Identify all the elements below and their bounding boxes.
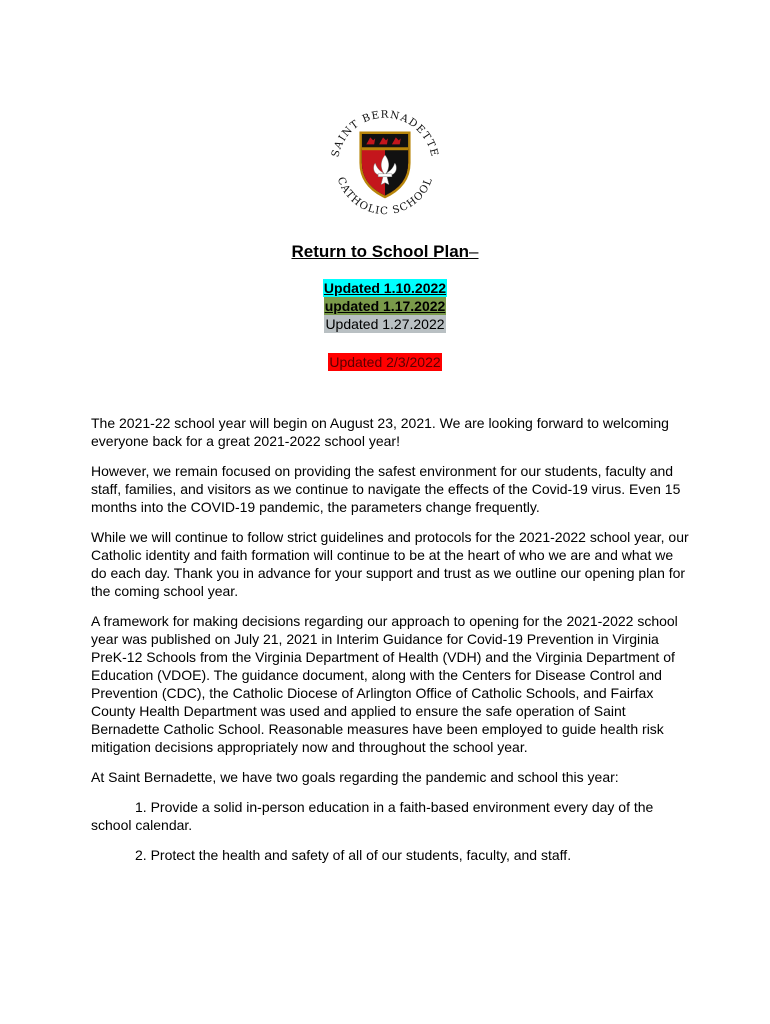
- paragraph-framework: A framework for making decisions regarding our approach to opening for the 2021-2022 school year was published on July 21, 2021 in Interim Guidance for Covid-19 Prevention in Virginia PreK-12 Schools from the Virginia Department of Health (VDH) and the Virginia Department of Education (VDOE). The guidance document, along with the Centers for Disease Control and Prevention (CDC), the Catholic Diocese of Arlington Office of Catholic Schools, and Fairfax County Health Department was used and applied to ensure the safe operation of Saint Bernadette Catholic School. Reasonable measures have been employed to guide health risk mitigation decisions appropriately now and throughout the school year.: [91, 613, 678, 755]
- title-suffix: –: [469, 242, 479, 261]
- update-list: [0, 279, 770, 371]
- paragraph-safety: However, we remain focused on providing the safest environment for our students, faculty and staff, families, and visitors as we continue to navigate the effects of the Covid-19 virus. Even 15 months into the COVID-19 pandemic, the parameters change frequently.: [91, 463, 681, 515]
- body-text: [91, 414, 691, 876]
- update-highlight-green: updated 1.17.2022: [324, 298, 446, 314]
- update-highlight-gray: Updated 1.27.2022: [325, 316, 445, 332]
- logo-bottom-text: CATHOLIC SCHOOL: [334, 175, 436, 218]
- crest-shield: [359, 132, 410, 199]
- page-title: [0, 242, 770, 262]
- title-text: Return to School Plan: [291, 242, 470, 261]
- logo-top-text: SAINT BERNADETTE: [329, 108, 441, 159]
- update-highlight-red: Updated 2/3/2022: [329, 354, 441, 370]
- paragraph-identity: While we will continue to follow strict guidelines and protocols for the 2021-2022 school year, our Catholic identity and faith formation will continue to be at the heart of who we are and what we do each day. Thank you in advance for your support and trust as we outline our opening plan for the coming school year.: [91, 529, 689, 599]
- school-crest-logo: [326, 104, 444, 222]
- goal-item-2: 2. Protect the health and safety of all of our students, faculty, and staff.: [135, 847, 572, 863]
- paragraph-goals-intro: At Saint Bernadette, we have two goals regarding the pandemic and school this year:: [91, 769, 619, 785]
- update-highlight-cyan: Updated 1.10.2022: [323, 280, 447, 296]
- goal-item-1: 1. Provide a solid in-person education in a faith-based environment every day of the school calendar.: [91, 799, 654, 833]
- paragraph-intro: The 2021-22 school year will begin on August 23, 2021. We are looking forward to welcoming everyone back for a great 2021-2022 school year!: [91, 415, 669, 449]
